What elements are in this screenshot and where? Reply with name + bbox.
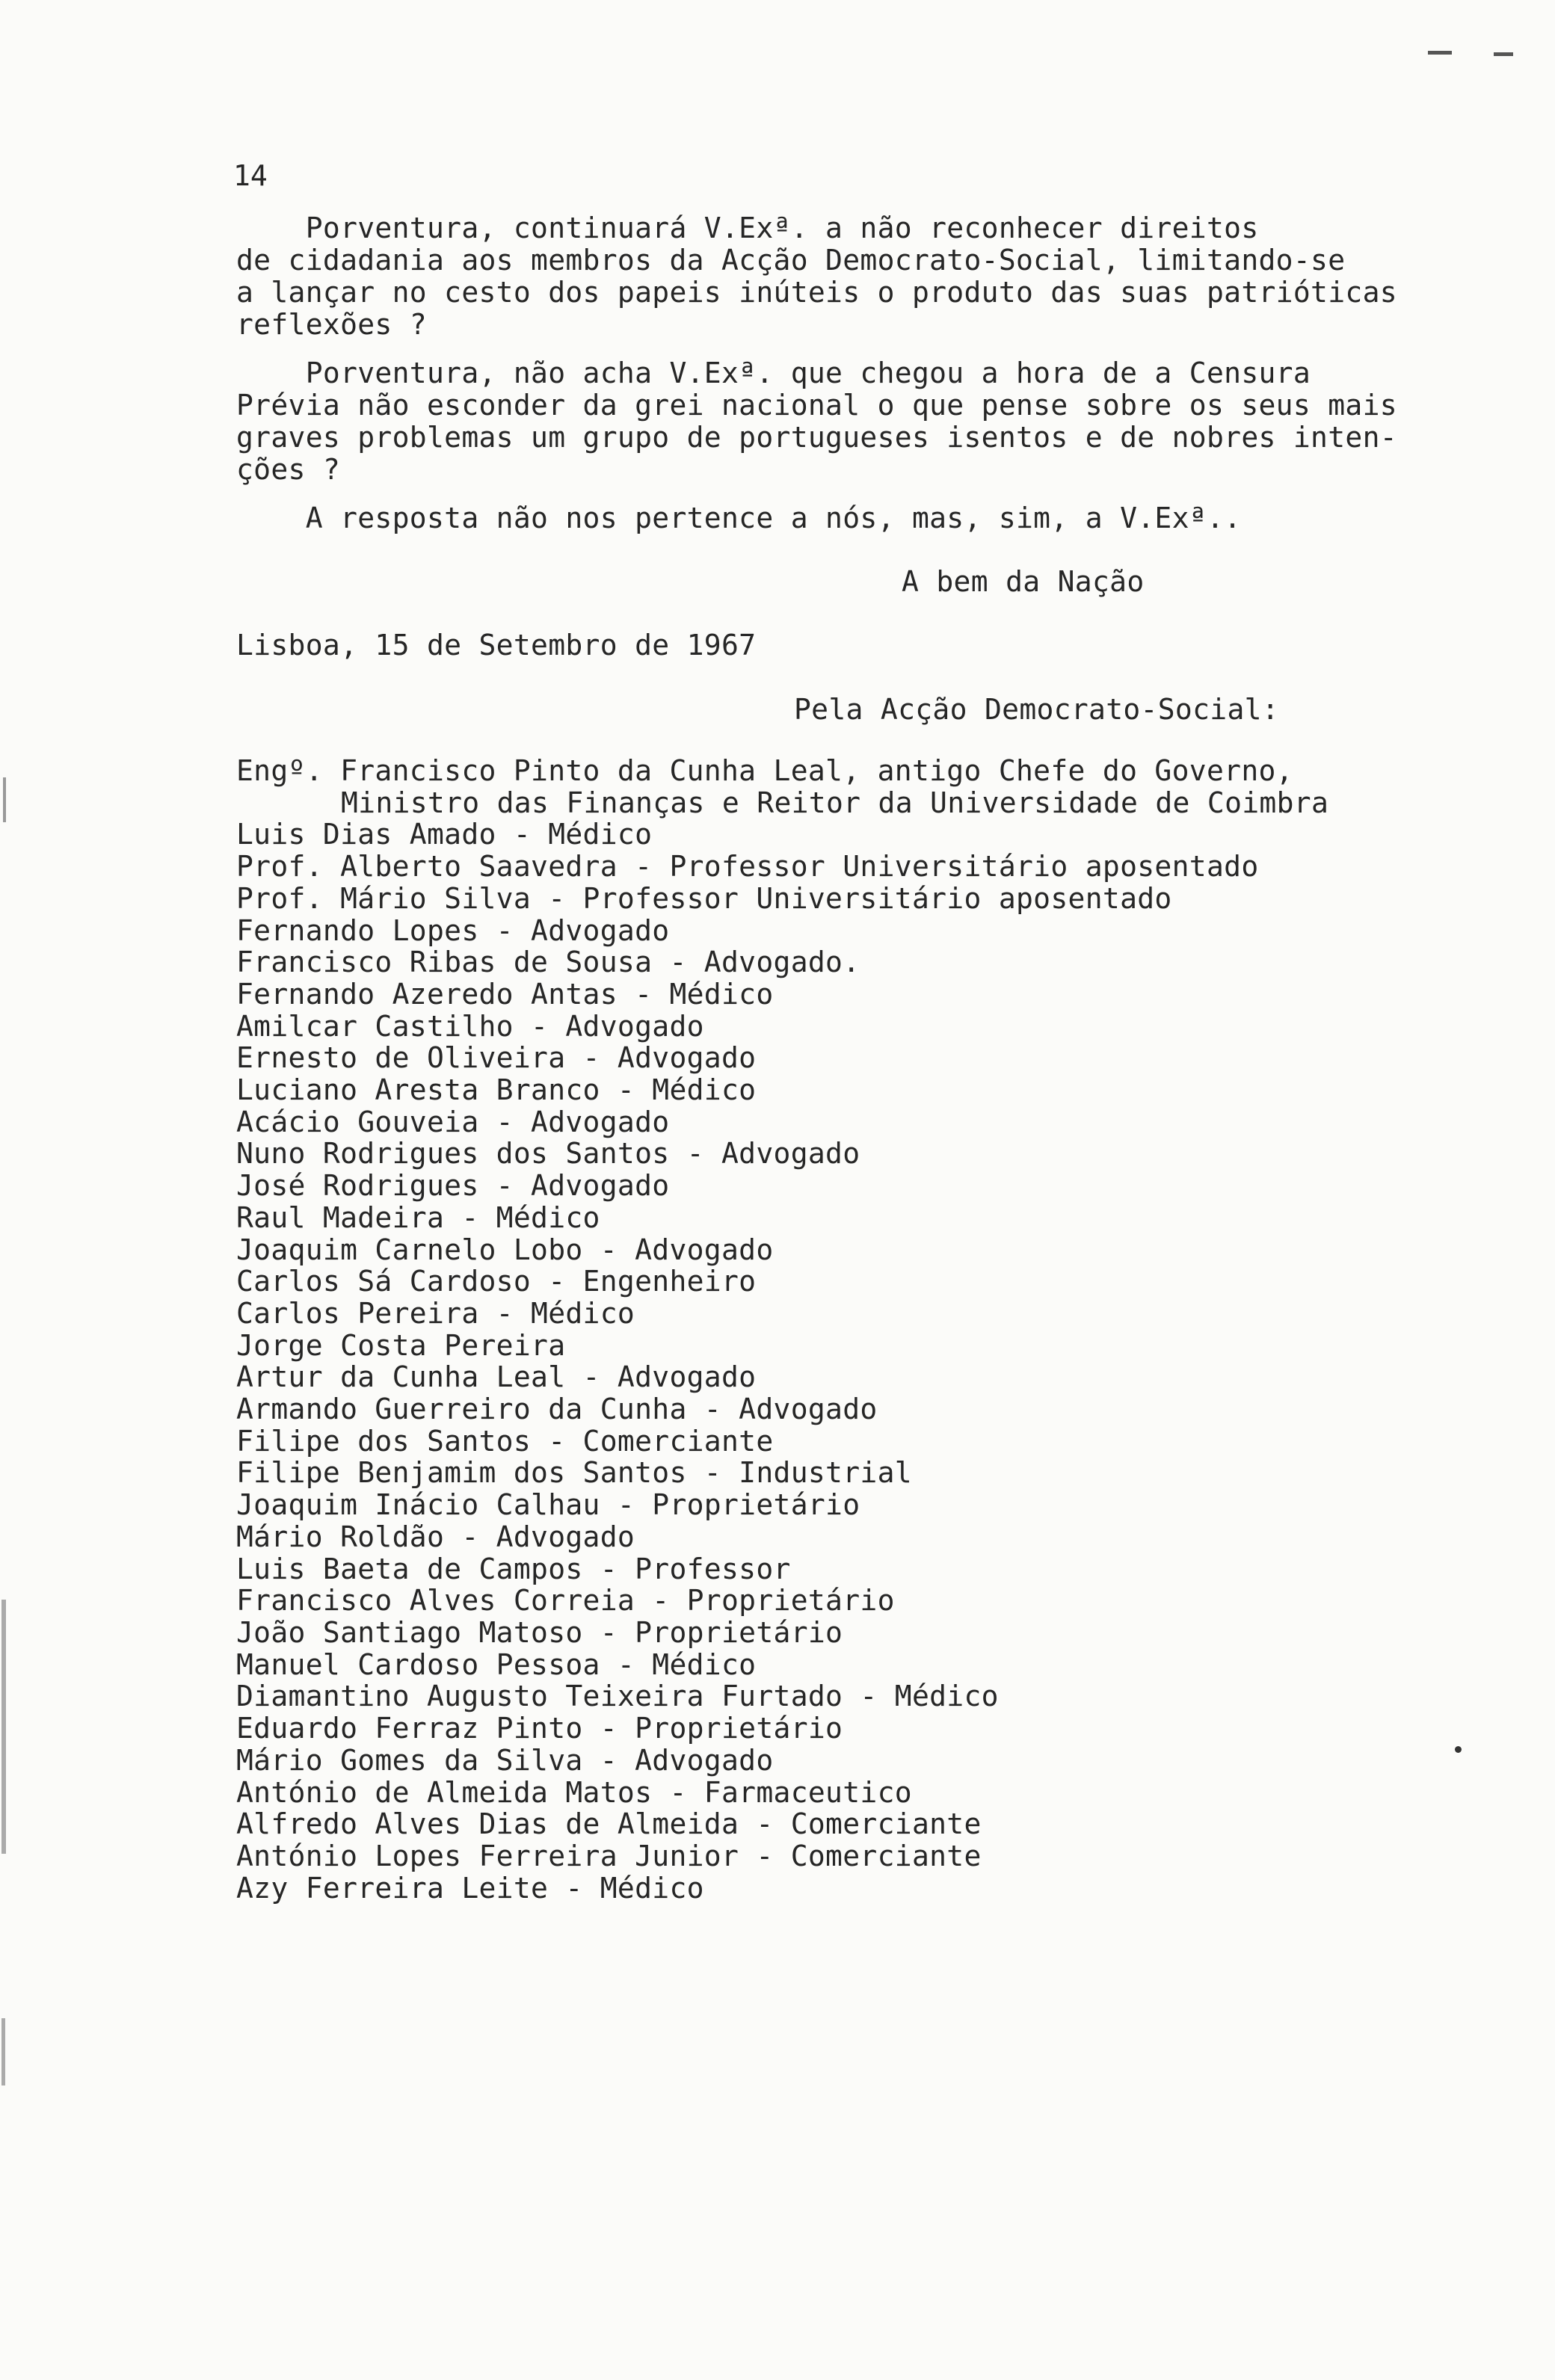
paragraph-2-line-1: Porventura, não acha V.Exª. que chegou a hora de a Censura [236,357,1311,389]
signatory-line: Francisco Alves Correia - Proprietário [236,1584,895,1618]
signatory-line: Azy Ferreira Leite - Médico [236,1871,704,1905]
signatory-line: Joaquim Carnelo Lobo - Advogado [236,1233,774,1266]
place-date: Lisboa, 15 de Setembro de 1967 [236,629,757,662]
signatory-line: Mário Roldão - Advogado [236,1520,635,1553]
paragraph-2-line-4: ções ? [236,453,341,486]
signatory-line: Amilcar Castilho - Advogado [236,1009,704,1043]
paragraph-2-line-2: Prévia não esconder da grei nacional o que pense sobre os seus mais [236,389,1397,422]
signatory-line: Artur da Cunha Leal - Advogado [236,1360,757,1394]
signatory-line: Prof. Alberto Saavedra - Professor Universitário aposentado [236,850,1259,884]
signatories-list [236,755,1328,1904]
signatory-line: Luciano Aresta Branco - Médico [236,1073,757,1107]
signatory-line: Francisco Ribas de Sousa - Advogado. [236,946,860,979]
signatory-line: Filipe dos Santos - Comerciante [236,1424,774,1458]
scan-edge [3,777,6,822]
signatory-line: Joaquim Inácio Calhau - Proprietário [236,1488,860,1522]
scan-mark [1494,52,1513,56]
paragraph-2-line-3: graves problemas um grupo de portugueses isentos e de nobres inten- [236,421,1397,454]
signatory-line: Jorge Costa Pereira [236,1328,566,1362]
signatory-line: Raul Madeira - Médico [236,1200,600,1234]
signatory-line: João Santiago Matoso - Proprietário [236,1615,843,1649]
signatory-line: Luis Baeta de Campos - Professor [236,1552,791,1585]
signatory-line: Ernesto de Oliveira - Advogado [236,1041,757,1075]
signatory-line: Filipe Benjamim dos Santos - Industrial [236,1456,912,1490]
signed-for: Pela Acção Democrato-Social: [794,693,1279,726]
scan-edge [1,1600,6,1854]
signatory-line: Fernando Lopes - Advogado [236,913,670,947]
signatory-line: Carlos Sá Cardoso - Engenheiro [236,1265,757,1298]
paragraph-1-line-4: reflexões ? [236,308,427,341]
signatory-line: Nuno Rodrigues dos Santos - Advogado [236,1137,860,1171]
signatory-line: Engº. Francisco Pinto da Cunha Leal, antigo Chefe do Governo, [236,754,1293,787]
signatory-line: António de Almeida Matos - Farmaceutico [236,1775,912,1809]
closing-salutation: A bem da Nação [902,565,1145,598]
scan-edge [1,2018,5,2085]
page-number: 14 [233,159,268,192]
paragraph-1-line-3: a lançar no cesto dos papeis inúteis o produto das suas patrióticas [236,276,1397,309]
signatory-line: Alfredo Alves Dias de Almeida - Comerciante [236,1807,982,1841]
signatory-line: Acácio Gouveia - Advogado [236,1105,670,1138]
scan-mark [1428,51,1452,55]
signatory-line: Diamantino Augusto Teixeira Furtado - Médico [236,1680,999,1713]
signatory-line: Mário Gomes da Silva - Advogado [236,1743,774,1777]
signatory-line: Armando Guerreiro da Cunha - Advogado [236,1393,878,1426]
paragraph-1-line-1: Porventura, continuará V.Exª. a não reconhecer direitos [236,212,1259,244]
signatory-line: Ministro das Finanças e Reitor da Universidade de Coimbra [341,786,1329,819]
signatory-line: Luis Dias Amado - Médico [236,818,653,851]
signatory-line: António Lopes Ferreira Junior - Comerciante [236,1839,982,1872]
signatory-line: Fernando Azeredo Antas - Médico [236,977,774,1011]
signatory-line: Prof. Mário Silva - Professor Universitário aposentado [236,881,1172,915]
signatory-line: Carlos Pereira - Médico [236,1296,635,1330]
paragraph-3-line-1: A resposta não nos pertence a nós, mas, sim, a V.Exª.. [236,502,1242,534]
signatory-line: José Rodrigues - Advogado [236,1169,670,1203]
scan-speck [1455,1746,1462,1753]
signatory-line: Eduardo Ferraz Pinto - Proprietário [236,1712,843,1745]
signatory-line: Manuel Cardoso Pessoa - Médico [236,1647,757,1681]
paragraph-1-line-2: de cidadania aos membros da Acção Democrato-Social, limitando-se [236,244,1346,277]
